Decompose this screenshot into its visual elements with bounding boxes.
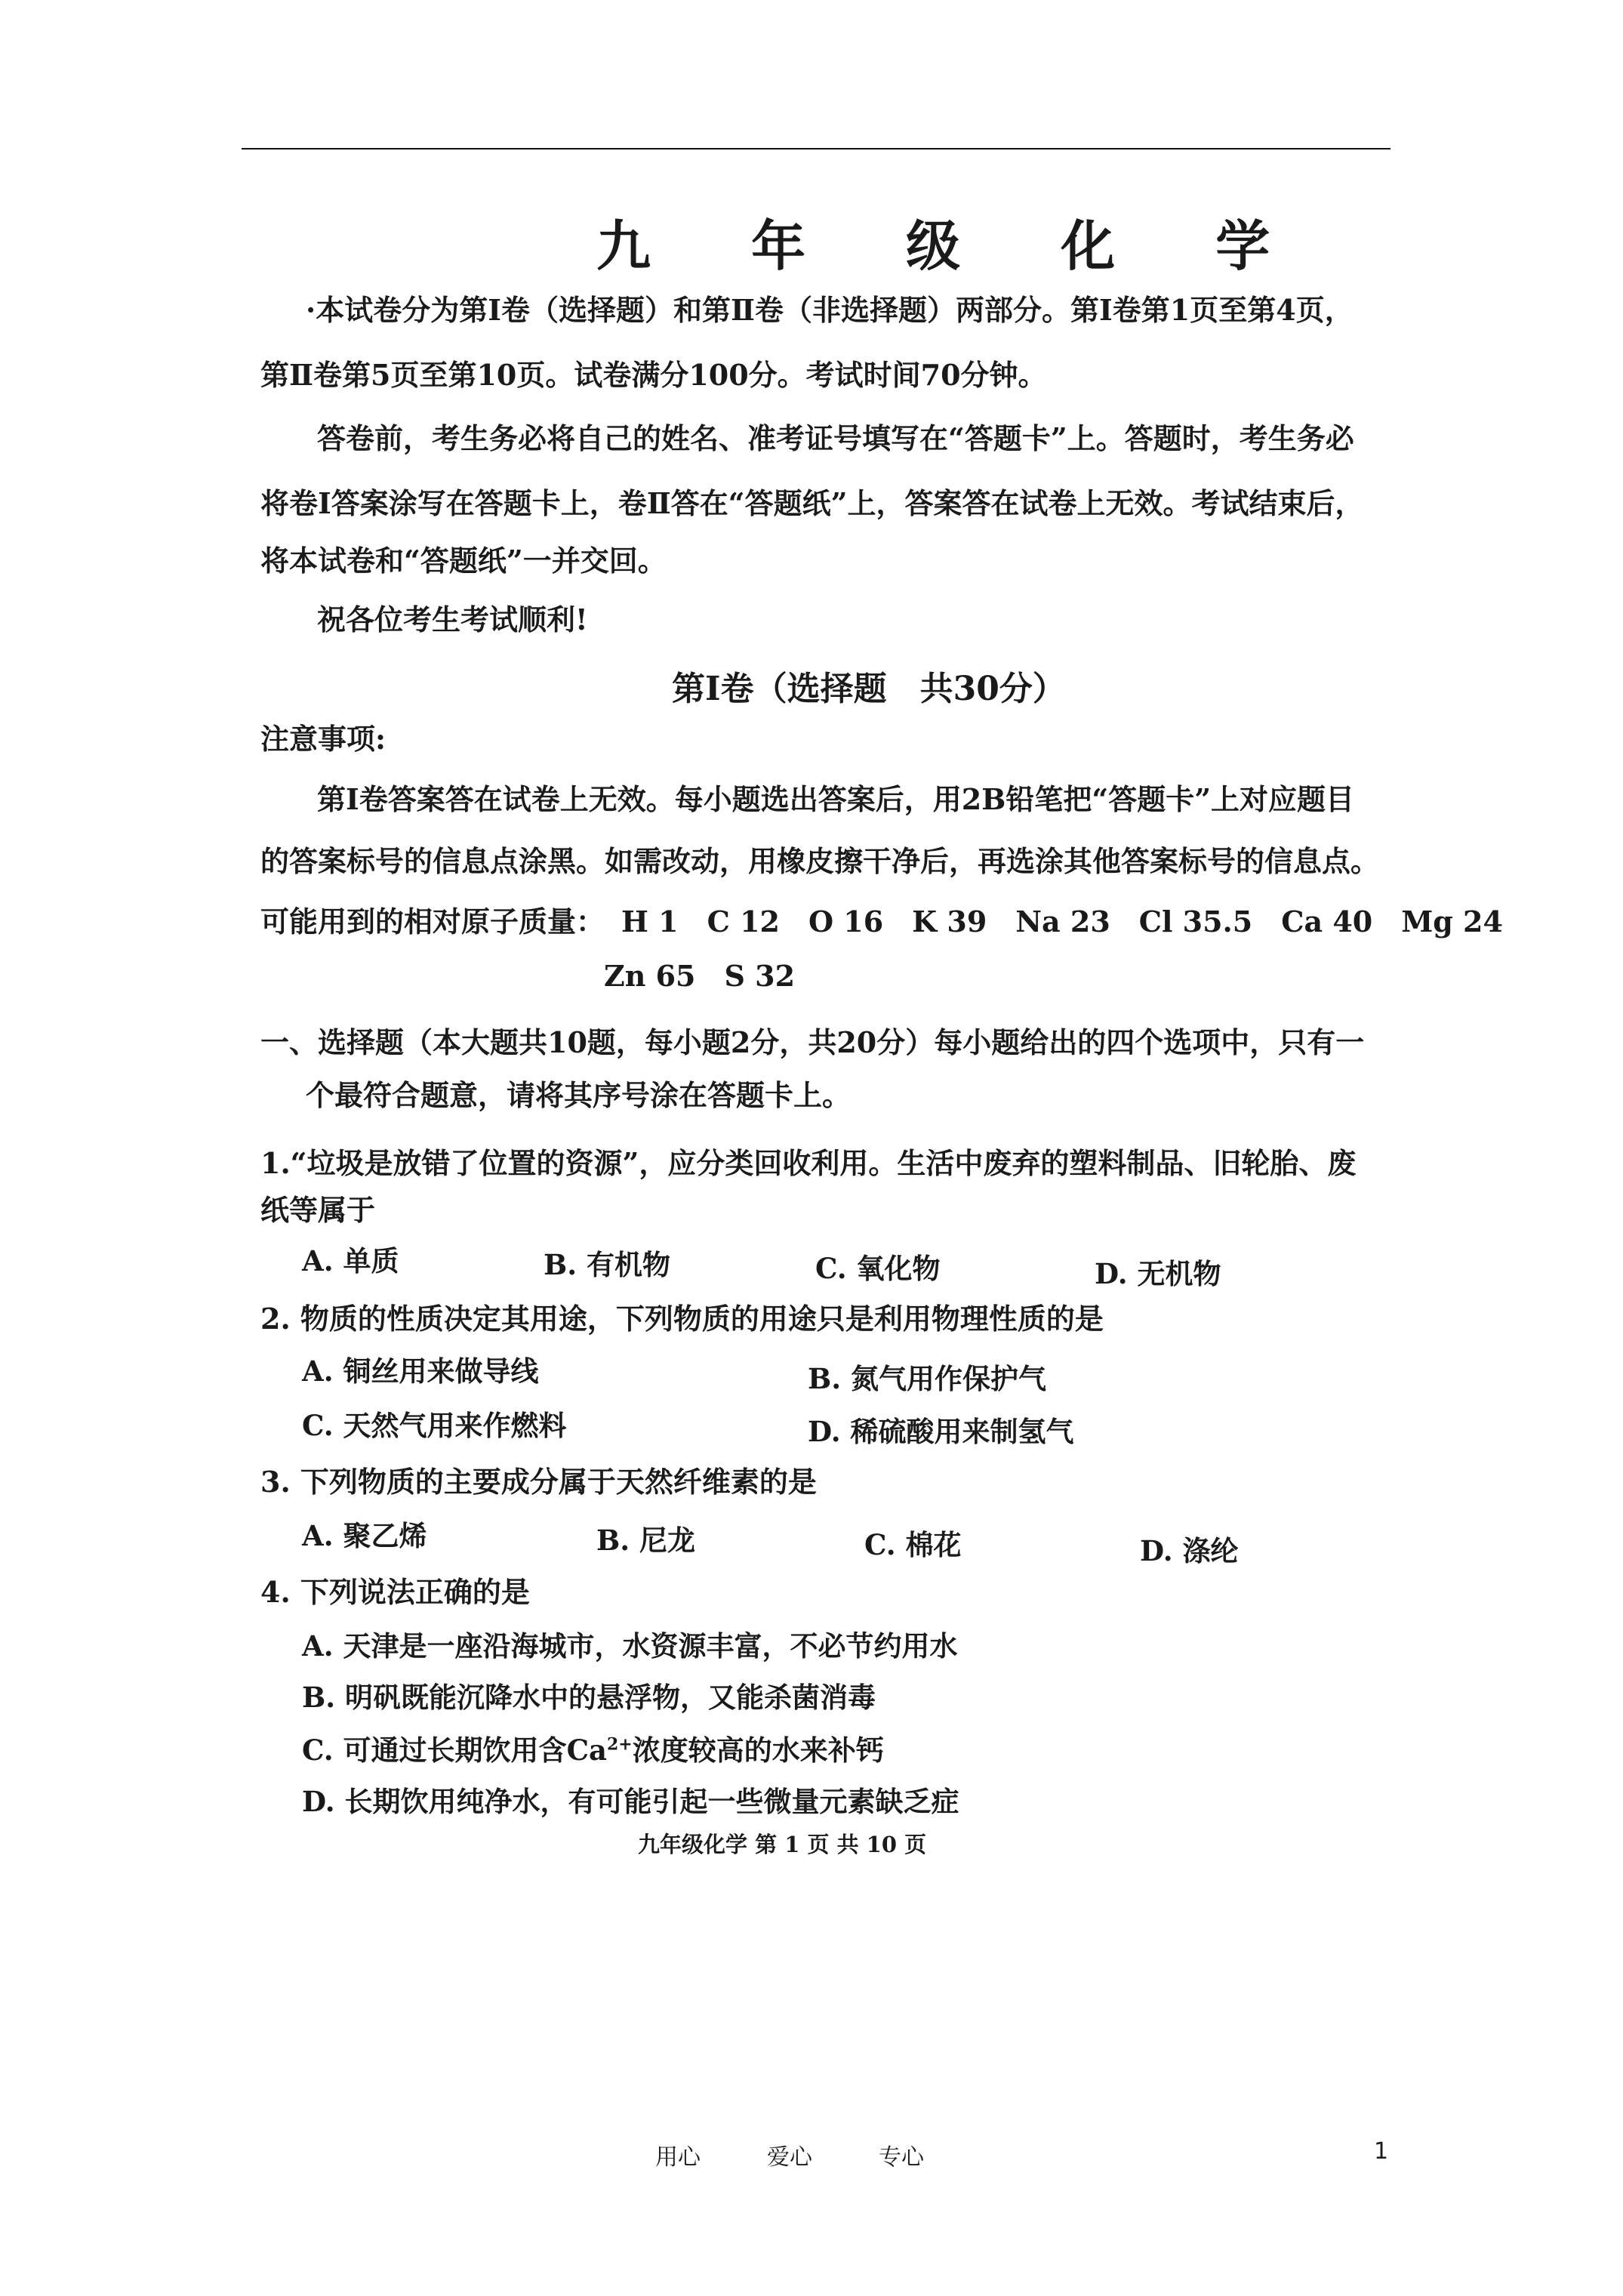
- q3-option-c: C. 棉花: [864, 1528, 962, 1561]
- atomic-mass-label: 可能用到的相对原子质量：: [260, 905, 605, 938]
- atomic-mass-line-2: Zn 65 S 32: [604, 959, 796, 993]
- atomic-mass-line-1: [260, 898, 1503, 940]
- notice-label: 注意事项:: [260, 722, 387, 756]
- footer-left: 用心: [655, 2144, 701, 2171]
- header-rule: [242, 148, 1390, 149]
- intro-line-6: 祝各位考生考试顺利!: [317, 603, 588, 636]
- q1-stem-2: 纸等属于: [260, 1193, 376, 1227]
- q4-option-c-text: C. 可通过长期饮用含: [302, 1734, 567, 1767]
- q4-option-c: [302, 1727, 884, 1768]
- section-title: 第Ⅰ卷（选择题 共30分）: [672, 670, 1066, 708]
- intro-line-1: ·本试卷分为第Ⅰ卷（选择题）和第Ⅱ卷（非选择题）两部分。第Ⅰ卷第1页至第4页，: [306, 293, 1354, 327]
- page-number: 1: [1374, 2138, 1389, 2165]
- exam-page-footer: 九年级化学 第 1 页 共 10 页: [638, 1832, 927, 1857]
- q1-option-c: C. 氧化物: [815, 1252, 941, 1285]
- q3-option-d: D. 涤纶: [1140, 1534, 1239, 1567]
- q2-stem: 2. 物质的性质决定其用途，下列物质的用途只是利用物理性质的是: [260, 1302, 1104, 1336]
- intro-line-5: 将本试卷和“答题纸”一并交回。: [260, 544, 667, 578]
- q1-option-b: B. 有机物: [544, 1248, 671, 1281]
- q3-option-a: A. 聚乙烯: [302, 1519, 427, 1552]
- part1-heading-1: 一、选择题（本大题共10题，每小题2分，共20分）每小题给出的四个选项中，只有一: [260, 1025, 1365, 1059]
- atomic-mass-values: H 1 C 12 O 16 K 39 Na 23 Cl 35.5 Ca 40 Mg 24: [621, 905, 1503, 938]
- notice-line-2: 的答案标号的信息点涂黑。如需改动，用橡皮擦干净后，再选涂其他答案标号的信息点。: [260, 844, 1380, 878]
- footer-middle: 爱心: [767, 2144, 812, 2171]
- q2-option-d: D. 稀硫酸用来制氢气: [808, 1415, 1074, 1448]
- ion-charge: 2+: [607, 1734, 633, 1755]
- footer-right: 专心: [879, 2144, 924, 2171]
- intro-line-2: 第Ⅱ卷第5页至第10页。试卷满分100分。考试时间70分钟。: [260, 358, 1047, 392]
- q4-option-c-tail: 浓度较高的水来补钙: [632, 1734, 884, 1767]
- q4-option-b: B. 明矾既能沉降水中的悬浮物，又能杀菌消毒: [302, 1681, 876, 1714]
- part1-heading-2: 个最符合题意，请将其序号涂在答题卡上。: [306, 1078, 852, 1112]
- q1-option-d: D. 无机物: [1095, 1257, 1221, 1290]
- q2-option-b: B. 氮气用作保护气: [808, 1362, 1047, 1395]
- q2-option-c: C. 天然气用来作燃料: [302, 1409, 567, 1442]
- notice-line-1: 第Ⅰ卷答案答在试卷上无效。每小题选出答案后，用2B铅笔把“答题卡”上对应题目: [317, 782, 1355, 816]
- q4-option-d: D. 长期饮用纯净水，有可能引起一些微量元素缺乏症: [302, 1785, 959, 1818]
- calcium-ion-symbol: Ca: [566, 1734, 607, 1767]
- q1-stem-1: 1.“垃圾是放错了位置的资源”，应分类回收利用。生活中废弃的塑料制品、旧轮胎、废: [260, 1146, 1357, 1180]
- q3-stem: 3. 下列物质的主要成分属于天然纤维素的是: [260, 1465, 817, 1499]
- exam-title: 九 年 级 化 学: [596, 214, 1311, 278]
- q4-option-a: A. 天津是一座沿海城市，水资源丰富，不必节约用水: [302, 1629, 958, 1663]
- q2-option-a: A. 铜丝用来做导线: [302, 1354, 539, 1388]
- intro-line-4: 将卷Ⅰ答案涂写在答题卡上，卷Ⅱ答在“答题纸”上，答案答在试卷上无效。考试结束后，: [260, 486, 1364, 520]
- q3-option-b: B. 尼龙: [596, 1524, 696, 1557]
- intro-line-3: 答卷前，考生务必将自己的姓名、准考证号填写在“答题卡”上。答题时，考生务必: [317, 421, 1354, 455]
- q4-stem: 4. 下列说法正确的是: [260, 1575, 530, 1609]
- q1-option-a: A. 单质: [302, 1244, 399, 1277]
